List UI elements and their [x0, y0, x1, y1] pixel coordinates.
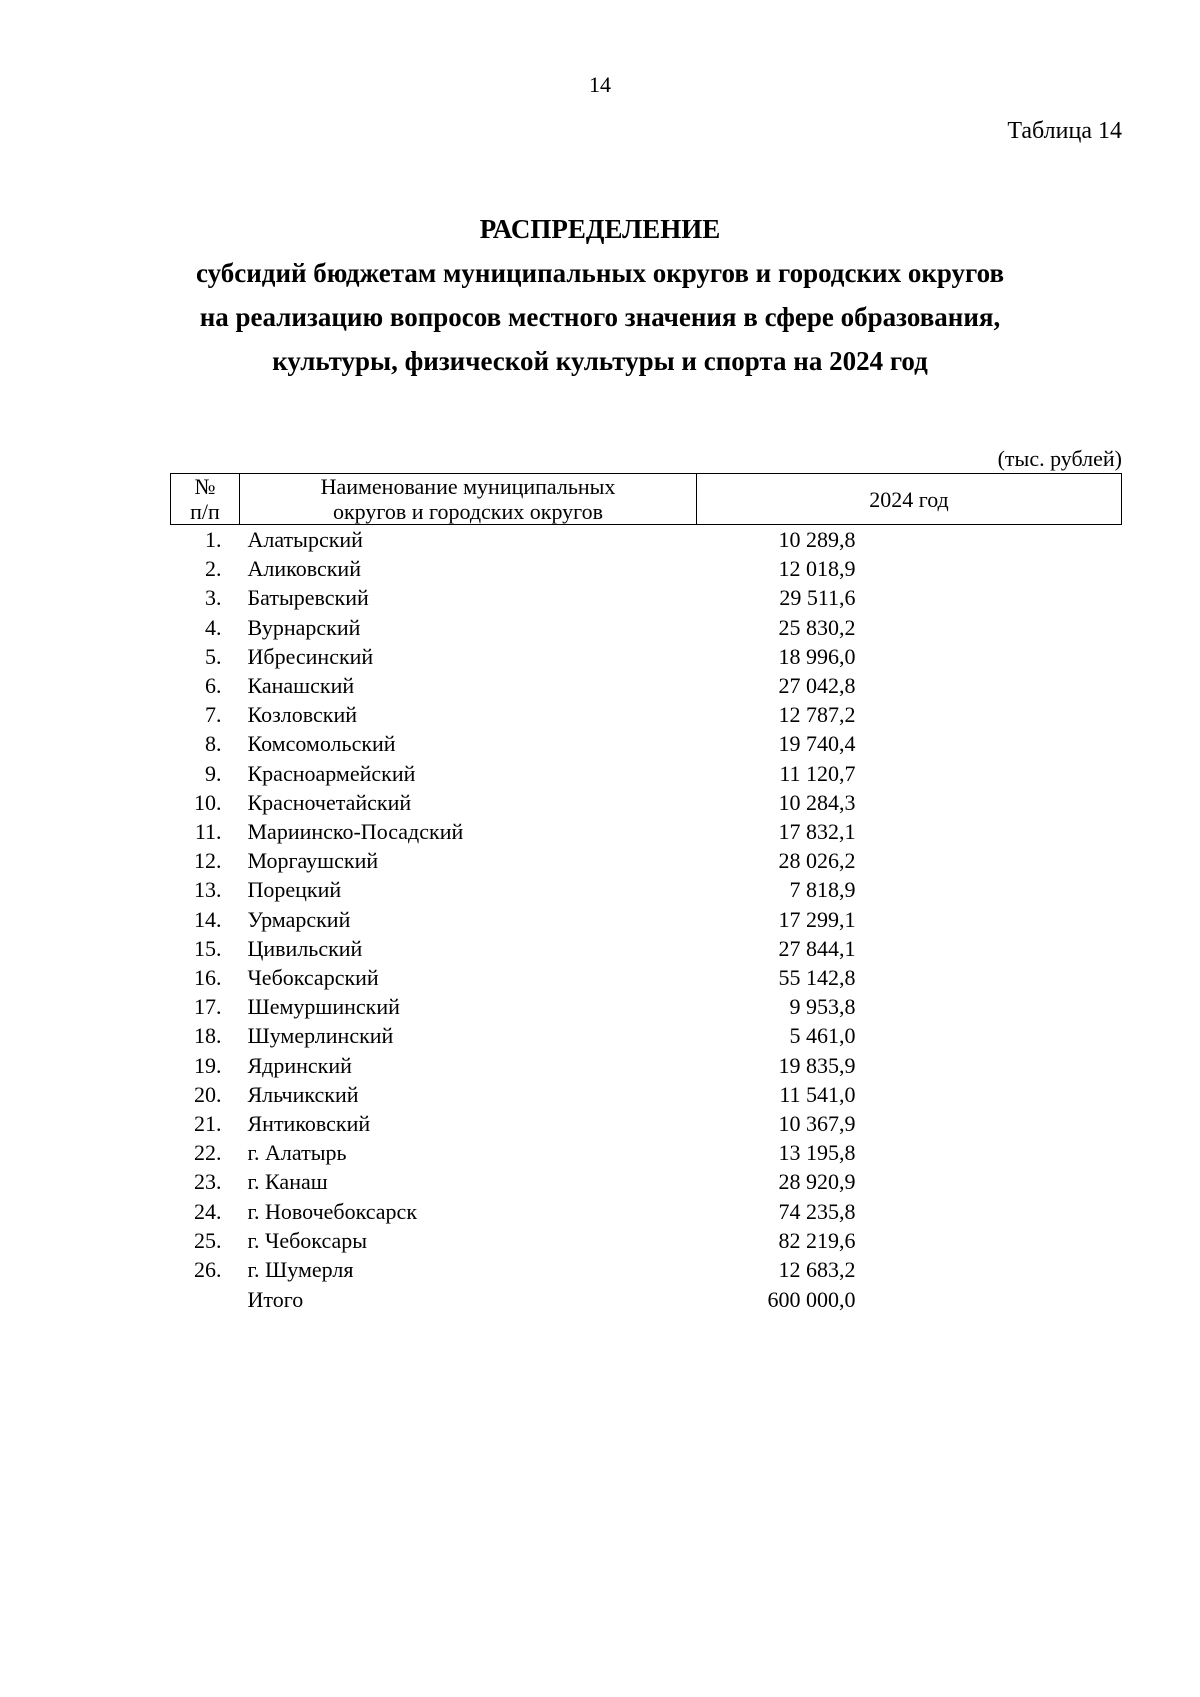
table-row [171, 788, 1122, 817]
row-name: г. Канаш [247, 1169, 328, 1195]
table-body [171, 525, 1122, 1315]
row-number: 10. [194, 789, 222, 815]
header-name [240, 474, 697, 525]
row-name: Канашский [247, 673, 355, 699]
table-row [171, 846, 1122, 875]
page-number: 14 [589, 72, 611, 97]
row-number: 13. [194, 877, 222, 903]
table-row [171, 671, 1122, 700]
table-row [171, 1080, 1122, 1109]
row-value: 5 461,0 [789, 1023, 856, 1049]
row-value: 27 042,8 [778, 673, 856, 699]
row-name: Урмарский [247, 906, 351, 932]
table-row [171, 817, 1122, 846]
table-row [171, 554, 1122, 583]
row-number: 17. [194, 994, 222, 1020]
row-value: 12 683,2 [778, 1257, 856, 1283]
row-value: 29 511,6 [779, 585, 856, 611]
row-number: 7. [205, 702, 222, 728]
row-number: 16. [194, 965, 222, 991]
row-name: г. Шумерля [247, 1257, 354, 1283]
row-value: 10 284,3 [778, 789, 856, 815]
header-name-line-1: Наименование муниципальных [320, 474, 616, 499]
title-line-2: на реализацию вопросов местного значения в сфере образования, [199, 302, 1001, 332]
row-number: 8. [205, 731, 222, 757]
row-name: Шемуршинский [247, 994, 400, 1020]
row-value: 7 818,9 [789, 877, 856, 903]
row-value: 28 920,9 [778, 1169, 856, 1195]
row-value: 27 844,1 [778, 935, 856, 961]
row-value: 12 018,9 [778, 556, 856, 582]
table-row [171, 642, 1122, 671]
document-title [0, 207, 1200, 383]
table-row [171, 992, 1122, 1021]
row-name: г. Алатырь [247, 1140, 347, 1166]
table-header-row [171, 474, 1122, 525]
row-number: 18. [194, 1023, 222, 1049]
title-line-3: культуры, физической культуры и спорта на 2024 год [272, 346, 928, 376]
table-row [171, 1255, 1122, 1284]
distribution-table [170, 473, 1122, 1314]
row-name: Красночетайский [247, 789, 412, 815]
row-name: Мариинско-Посадский [247, 819, 464, 845]
row-value: 18 996,0 [778, 643, 856, 669]
table-row [171, 1197, 1122, 1226]
header-name-line-2: округов и городских округов [332, 499, 604, 524]
row-value: 13 195,8 [778, 1140, 856, 1166]
total-row [171, 1284, 1122, 1314]
row-value: 10 367,9 [778, 1111, 856, 1137]
header-number [171, 474, 240, 525]
row-number: 3. [205, 585, 222, 611]
table-row [171, 1021, 1122, 1050]
total-label: Итого [247, 1286, 304, 1312]
total-number-cell [171, 1284, 240, 1314]
title-line-1: субсидий бюджетам муниципальных округов и городских округов [195, 258, 1005, 288]
row-value: 11 120,7 [779, 760, 856, 786]
table-row [171, 1051, 1122, 1080]
title-heading: РАСПРЕДЕЛЕНИЕ [479, 214, 721, 244]
row-name: Аликовский [247, 556, 361, 582]
row-number: 22. [194, 1140, 222, 1166]
row-value: 74 235,8 [778, 1198, 856, 1224]
table-row [171, 875, 1122, 904]
row-number: 2. [205, 556, 222, 582]
row-number: 19. [194, 1052, 222, 1078]
table-row [171, 613, 1122, 642]
row-number: 14. [194, 906, 222, 932]
row-name: г. Новочебоксарск [247, 1198, 418, 1224]
row-number: 6. [205, 673, 222, 699]
row-value: 17 299,1 [778, 906, 856, 932]
row-number: 24. [194, 1198, 222, 1224]
row-number: 15. [194, 935, 222, 961]
row-number: 23. [194, 1169, 222, 1195]
table-row [171, 729, 1122, 758]
row-number: 21. [194, 1111, 222, 1137]
row-name: Янтиковский [247, 1111, 371, 1137]
row-name: Ибресинский [247, 643, 374, 669]
row-value: 9 953,8 [789, 994, 856, 1020]
row-name: Ядринский [247, 1052, 352, 1078]
table-label: Таблица 14 [1007, 118, 1122, 144]
header-number-line-1: № [194, 474, 216, 499]
row-value: 12 787,2 [778, 702, 856, 728]
table-row [171, 905, 1122, 934]
row-name: Алатырский [247, 527, 363, 552]
row-name: г. Чебоксары [247, 1227, 368, 1253]
row-value: 25 830,2 [778, 614, 856, 640]
row-name: Батыревский [247, 585, 369, 611]
row-name: Цивильский [247, 935, 363, 961]
table-row [171, 963, 1122, 992]
row-name: Шумерлинский [247, 1023, 394, 1049]
row-name: Чебоксарский [247, 965, 379, 991]
row-value: 19 835,9 [778, 1052, 856, 1078]
table-row [171, 583, 1122, 612]
units-note: (тыс. рублей) [997, 446, 1122, 471]
row-number: 5. [205, 643, 222, 669]
table-row [171, 934, 1122, 963]
row-name: Комсомольский [247, 731, 396, 757]
row-number: 12. [194, 848, 222, 874]
row-value: 17 832,1 [778, 819, 856, 845]
row-number: 9. [205, 760, 222, 786]
table-row [171, 525, 1122, 555]
row-name: Козловский [247, 702, 358, 728]
row-value: 11 541,0 [779, 1081, 856, 1107]
table-row [171, 759, 1122, 788]
header-year: 2024 год [697, 474, 1122, 525]
row-name: Порецкий [247, 877, 342, 903]
row-value: 19 740,4 [778, 731, 856, 757]
row-value: 55 142,8 [778, 965, 856, 991]
row-number: 11. [194, 819, 222, 845]
header-number-line-2: п/п [190, 499, 220, 524]
row-number: 20. [194, 1081, 222, 1107]
row-name: Моргаушский [247, 848, 379, 874]
table-row [171, 1138, 1122, 1167]
row-number: 26. [194, 1257, 222, 1283]
total-value: 600 000,0 [767, 1286, 856, 1312]
row-value: 10 289,8 [778, 527, 856, 552]
row-name: Яльчикский [247, 1081, 359, 1107]
table-row [171, 700, 1122, 729]
row-number: 25. [194, 1227, 222, 1253]
table-row [171, 1167, 1122, 1196]
row-name: Красноармейский [247, 760, 416, 786]
row-name: Вурнарский [247, 614, 361, 640]
table-row [171, 1226, 1122, 1255]
row-number: 4. [205, 614, 222, 640]
table-row [171, 1109, 1122, 1138]
row-number: 1. [205, 527, 222, 552]
row-value: 82 219,6 [778, 1227, 856, 1253]
row-value: 28 026,2 [778, 848, 856, 874]
